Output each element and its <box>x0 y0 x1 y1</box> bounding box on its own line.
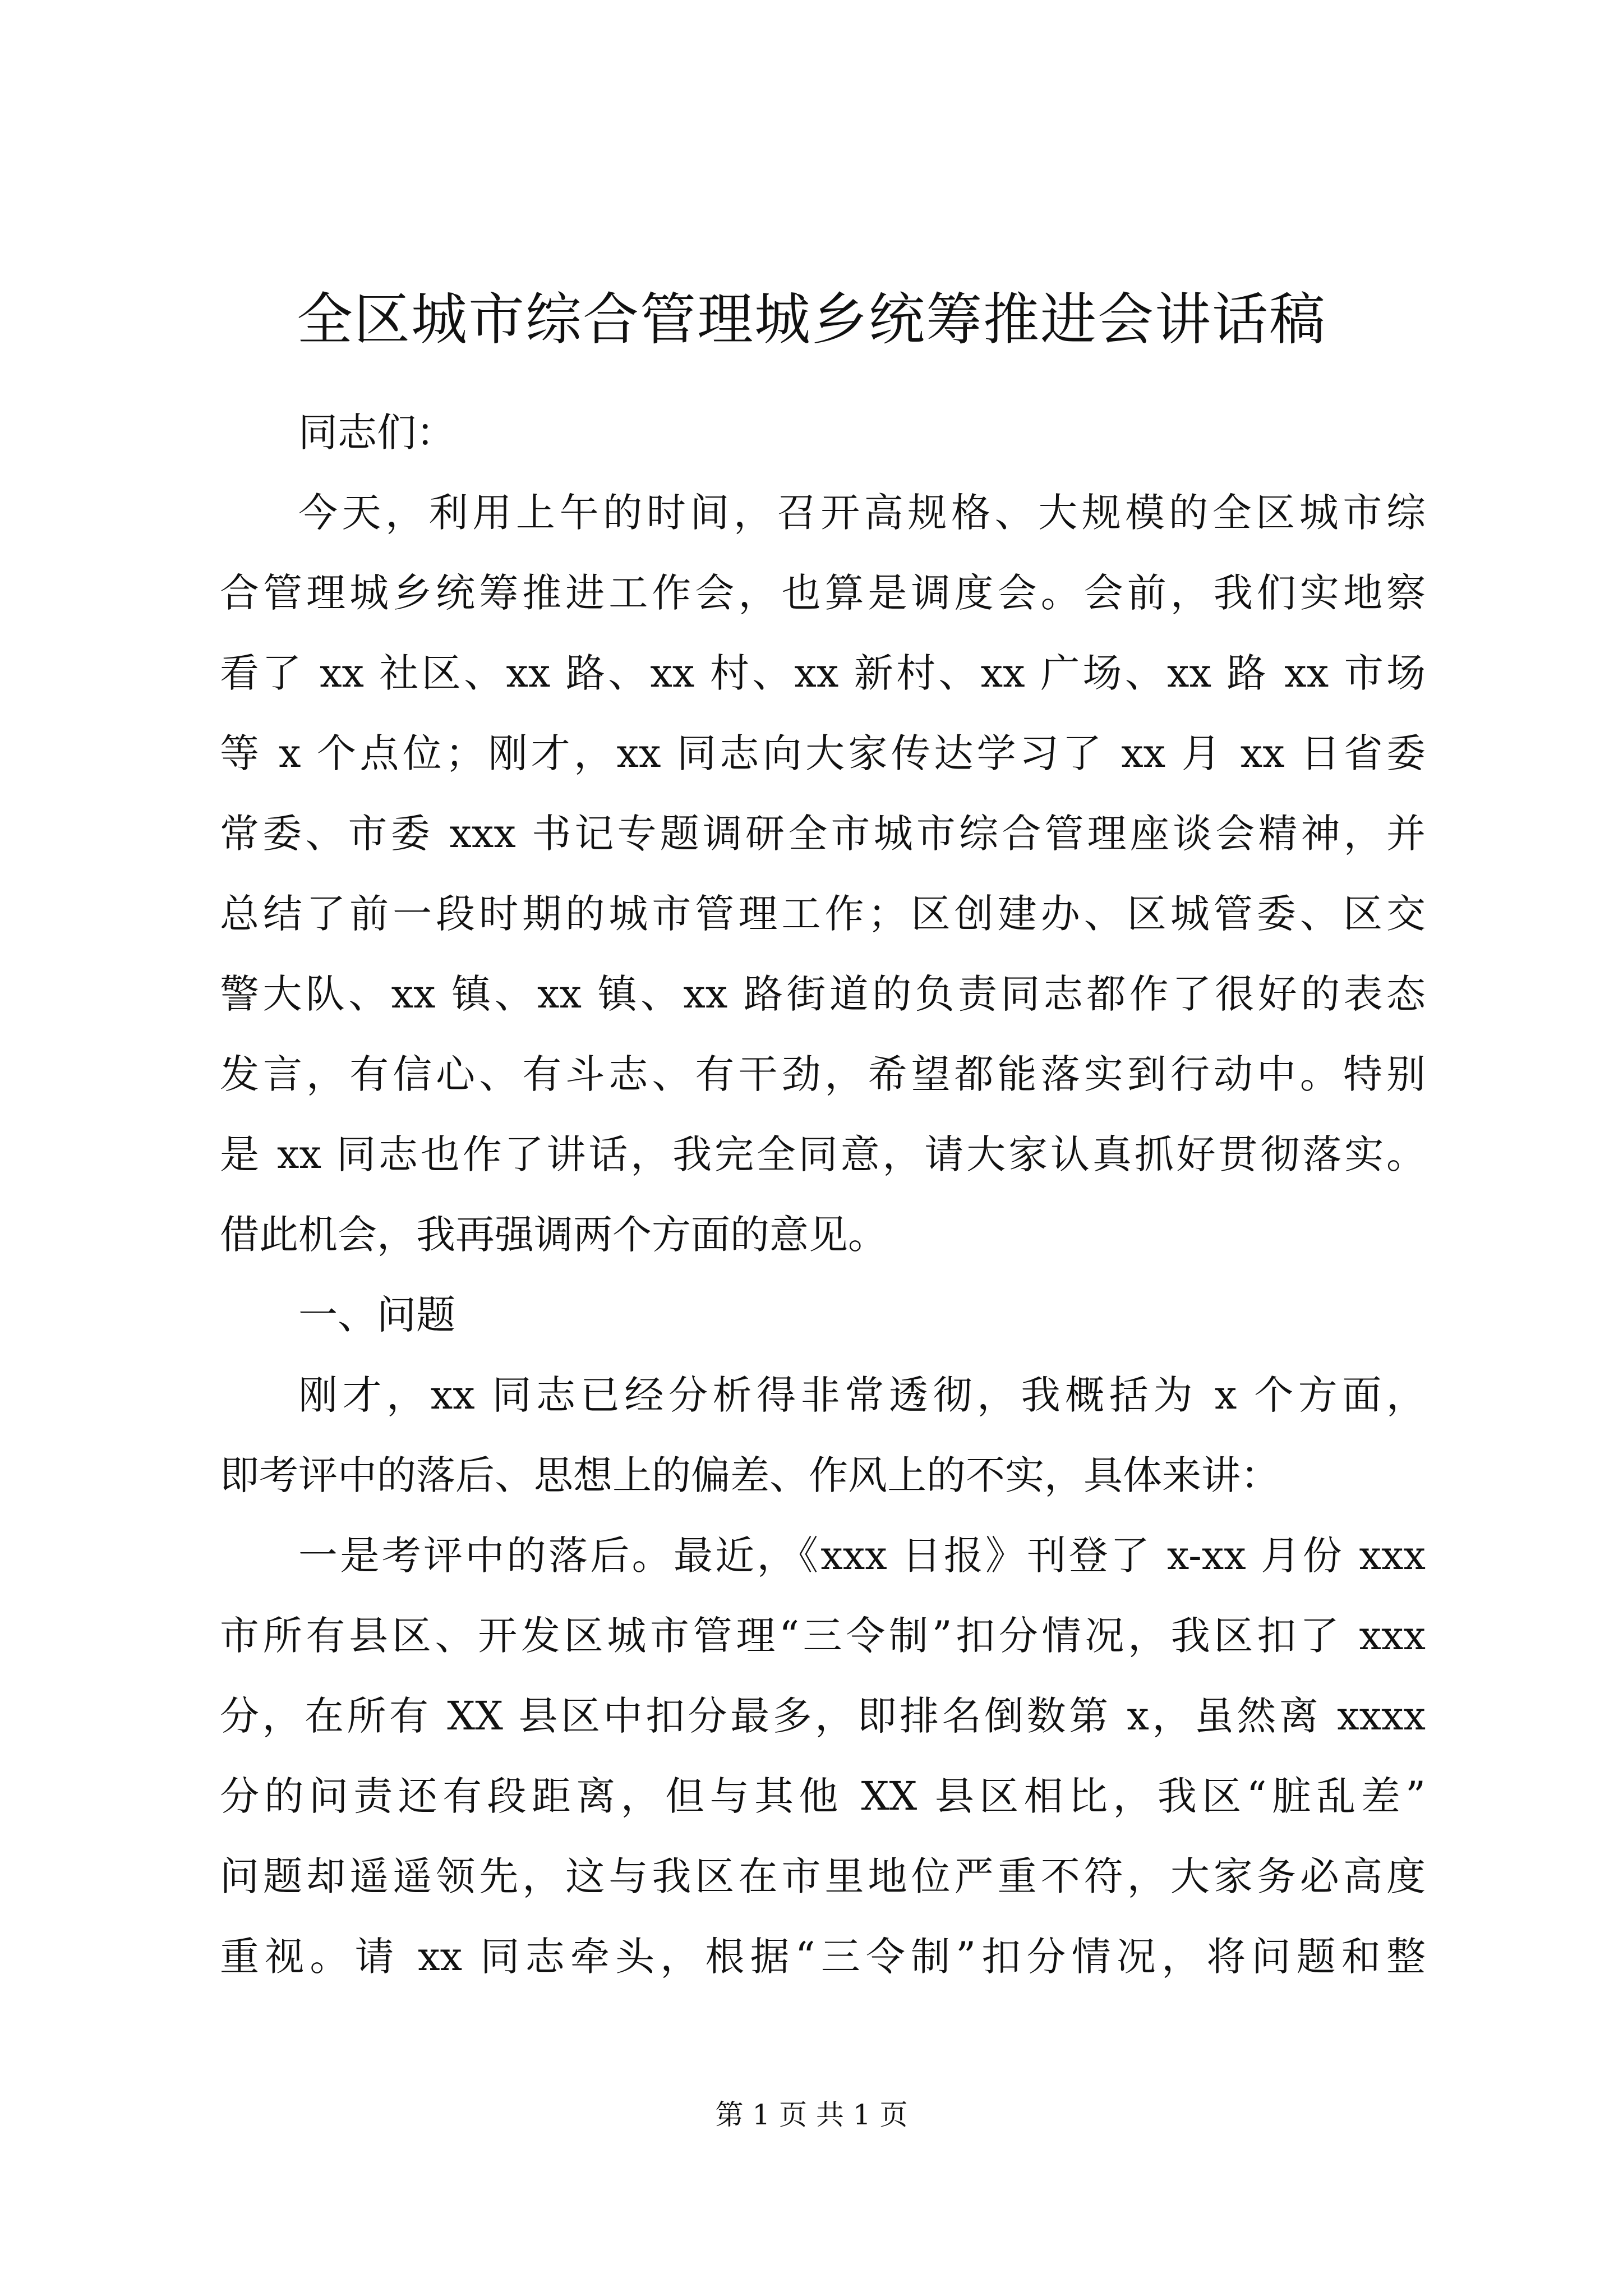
body-line: 分的问责还有段距离，但与其他 XX 县区相比，我区“脏乱差” <box>220 1773 1426 1819</box>
body-line: 即考评中的落后、思想上的偏差、作风上的不实，具体来讲： <box>220 1452 1280 1498</box>
body-line: 重视。请 xx 同志牵头，根据“三令制”扣分情况，将问题和整 <box>220 1934 1426 1980</box>
body-line: 等 x 个点位；刚才，xx 同志向大家传达学习了 xx 月 xx 日省委 <box>220 730 1426 776</box>
page-footer: 第 1 页 共 1 页 <box>715 2099 908 2131</box>
body-line: 问题却遥遥领先，这与我区在市里地位严重不符，大家务必高度 <box>220 1853 1426 1899</box>
body-line: 看了 xx 社区、xx 路、xx 村、xx 新村、xx 广场、xx 路 xx 市场 <box>220 650 1426 696</box>
document-body <box>220 393 1426 1997</box>
body-line: 刚才，xx 同志已经分析得非常透彻，我概括为 x 个方面， <box>298 1372 1426 1418</box>
body-line: 合管理城乡统筹推进工作会，也算是调度会。会前，我们实地察 <box>220 570 1426 616</box>
body-line: 总结了前一段时期的城市管理工作；区创建办、区城管委、区交 <box>220 891 1426 937</box>
document-title: 全区城市综合管理城乡统筹推进会讲话稿 <box>297 287 1326 352</box>
body-line: 市所有县区、开发区城市管理“三令制”扣分情况，我区扣了 xxx <box>220 1613 1426 1659</box>
body-line: 是 xx 同志也作了讲话，我完全同意，请大家认真抓好贯彻落实。 <box>220 1131 1426 1177</box>
body-line: 警大队、xx 镇、xx 镇、xx 路街道的负责同志都作了很好的表态 <box>220 971 1426 1017</box>
body-line: 借此机会，我再强调两个方面的意见。 <box>220 1212 887 1258</box>
body-line: 发言，有信心、有斗志、有干劲，希望都能落实到行动中。特别 <box>220 1051 1426 1097</box>
body-line: 分，在所有 XX 县区中扣分最多，即排名倒数第 x，虽然离 xxxx <box>220 1693 1426 1739</box>
body-line: 今天，利用上午的时间，召开高规格、大规模的全区城市综 <box>298 490 1426 536</box>
section-heading: 一、问题 <box>298 1292 455 1338</box>
salutation-line: 同志们： <box>298 409 455 455</box>
body-line: 一是考评中的落后。最近，《xxx 日报》刊登了 x-xx 月份 xxx <box>298 1533 1426 1579</box>
body-line: 常委、市委 xxx 书记专题调研全市城市综合管理座谈会精神，并 <box>220 811 1426 857</box>
